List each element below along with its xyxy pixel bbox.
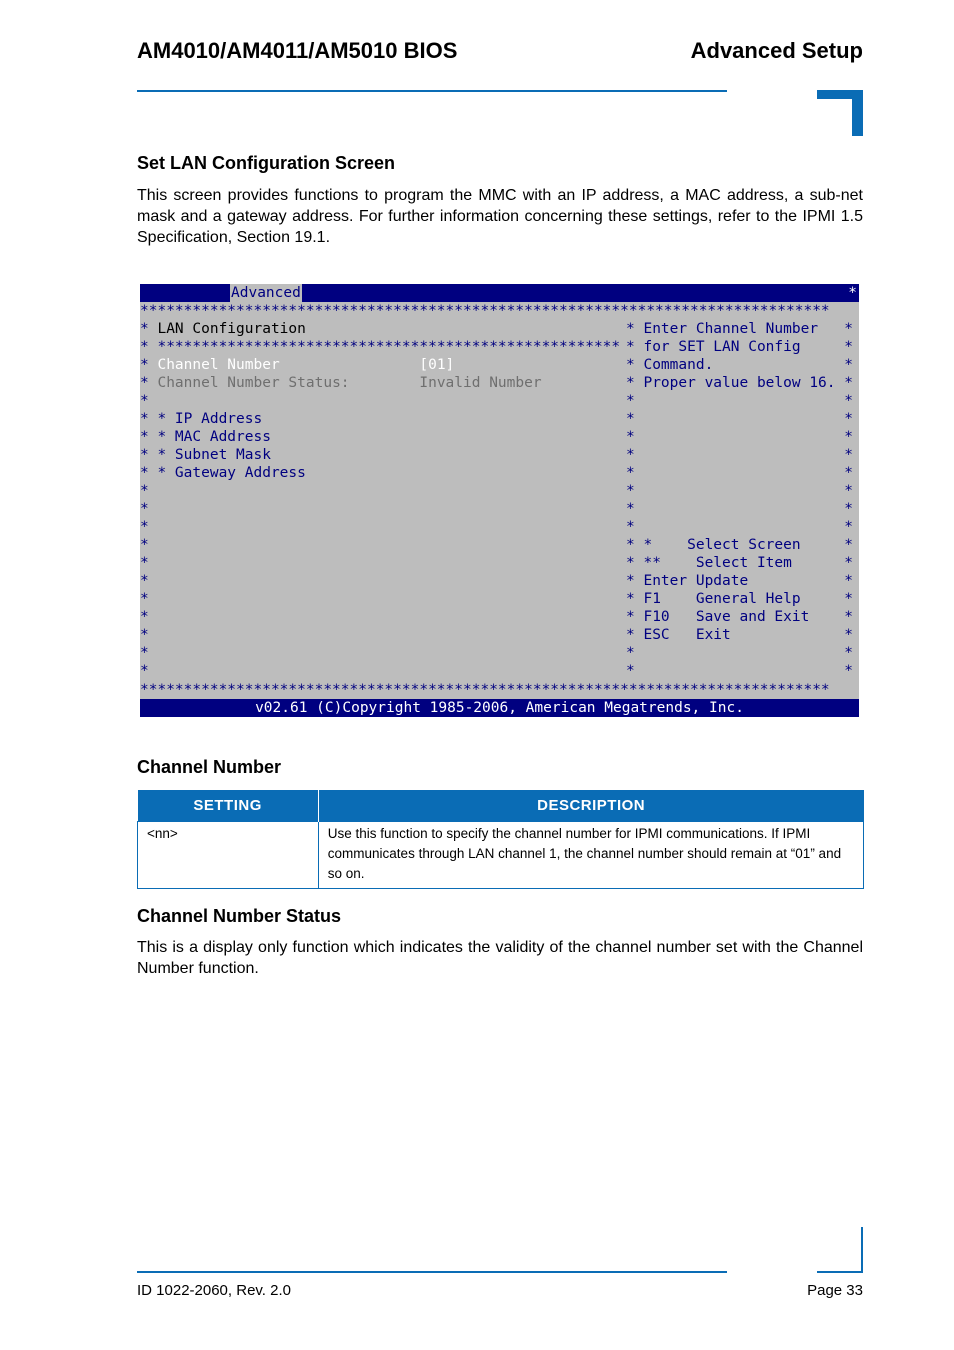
bios-help-line: * Enter Update * [626,573,853,589]
bios-row [140,356,454,374]
bios-row [140,572,149,590]
table-row [138,822,864,889]
bios-screen [140,284,859,717]
bios-row-item: LAN Configuration [157,321,306,337]
bios-help-line: * * [626,483,853,499]
table-header-description: DESCRIPTION [318,790,863,822]
bios-help-line: * * [626,645,853,661]
bios-help-line: * * Select Screen * [626,537,853,553]
bios-row-border: * [140,375,158,391]
bios-help-line: * * [626,501,853,517]
bios-row-border: * [140,501,149,517]
bios-tab-advanced[interactable]: Advanced [231,285,301,301]
footer-rule [137,1271,727,1273]
bios-row [140,446,271,464]
bios-star-border-bottom: ******************************************************************************* [140,682,830,698]
bios-row-border: * [140,429,158,445]
bios-help-line: * * [626,519,853,535]
header-rule [137,90,727,92]
table-cell-setting: <nn> [138,822,319,889]
bios-row-border: * [140,339,158,355]
bios-help-line: * Command. * [626,357,853,373]
bios-row-border: * [140,627,149,643]
bios-row-border: * [140,663,149,679]
bios-row [140,590,149,608]
bios-row-item[interactable]: * MAC Address [157,429,271,445]
bios-row-border: * [140,645,149,661]
bios-row-border: * [140,555,149,571]
bios-help-line: * * [626,447,853,463]
table-cell-description: Use this function to specify the channel number for IPMI communications. If IPMI communicates through LAN channel 1, the channel number should remain at “01” and so on. [318,822,863,889]
channel-number-table [137,790,864,889]
bios-help-line: * F10 Save and Exit * [626,609,853,625]
bios-help-line: * F1 General Help * [626,591,853,607]
bios-row [140,464,306,482]
bios-help-line: * for SET LAN Config * [626,339,853,355]
bios-row [140,482,149,500]
bios-row [140,644,149,662]
bios-help-line: * Enter Channel Number * [626,321,853,337]
bios-row-border: * [140,537,149,553]
bios-row [140,608,149,626]
bios-row-border: * [140,573,149,589]
bios-row [140,500,149,518]
bios-row-border: * [140,591,149,607]
bios-row [140,374,542,392]
bios-row-item[interactable]: * IP Address [157,411,263,427]
bios-row [140,536,149,554]
page-number: Page 33 [807,1282,863,1299]
bios-row-item[interactable]: Channel Number [01] [157,357,455,373]
section-title-lan-config: Set LAN Configuration Screen [137,153,396,173]
bios-copyright-bar: v02.61 (C)Copyright 1985-2006, American Megatrends, Inc. [140,699,859,717]
bios-row-item[interactable]: * Subnet Mask [157,447,271,463]
bios-help-line: * * [626,663,853,679]
bios-help-line: * * [626,393,853,409]
document-id: ID 1022-2060, Rev. 2.0 [137,1282,291,1299]
bios-help-line: * ESC Exit * [626,627,853,643]
table-header-setting: SETTING [138,790,319,822]
document-title: AM4010/AM4011/AM5010 BIOS [137,38,458,63]
bios-row-border: * [140,447,158,463]
bios-row-border: * [140,519,149,535]
bios-row [140,428,271,446]
bios-top-star: * [848,285,857,301]
header-corner-mark [817,90,863,136]
bios-row [140,626,149,644]
section-title-channel-number: Channel Number [137,757,282,777]
bios-row [140,518,149,536]
bios-row [140,662,149,680]
bios-help-line: * * [626,465,853,481]
bios-row [140,320,306,338]
bios-row [140,554,149,572]
bios-row [140,392,149,410]
bios-row-border: * [140,321,158,337]
bios-row-border: * [140,411,158,427]
bios-row-item: ***************************************************** [157,339,621,355]
bios-help-line: * * [626,429,853,445]
section-title-channel-number-status: Channel Number Status [137,906,342,926]
bios-help-line: * ** Select Item * [626,555,853,571]
footer-corner-mark [817,1227,863,1273]
table-header-row [138,790,864,822]
bios-row-border: * [140,465,158,481]
channel-status-paragraph: This is a display only function which indicates the validity of the channel number set with the Channel Number function. [137,939,863,977]
bios-star-border-top: ******************************************************************************* [140,303,830,319]
bios-row-border: * [140,357,158,373]
bios-menu-bar [140,284,859,302]
bios-row [140,338,620,356]
bios-row-border: * [140,483,149,499]
bios-row-item[interactable]: Channel Number Status: Invalid Number [157,375,542,391]
bios-help-line: * * [626,411,853,427]
lan-config-paragraph: This screen provides functions to program the MMC with an IP address, a MAC address, a sub-net mask and a gateway address. For further information concerning these settings, refer to the IPMI 1.5 Specification, Section 19.1. [137,187,863,246]
bios-help-line: * Proper value below 16. * [626,375,853,391]
bios-row [140,410,262,428]
bios-row-border: * [140,393,149,409]
bios-row-item[interactable]: * Gateway Address [157,465,306,481]
chapter-title: Advanced Setup [690,38,863,63]
bios-row-border: * [140,609,149,625]
